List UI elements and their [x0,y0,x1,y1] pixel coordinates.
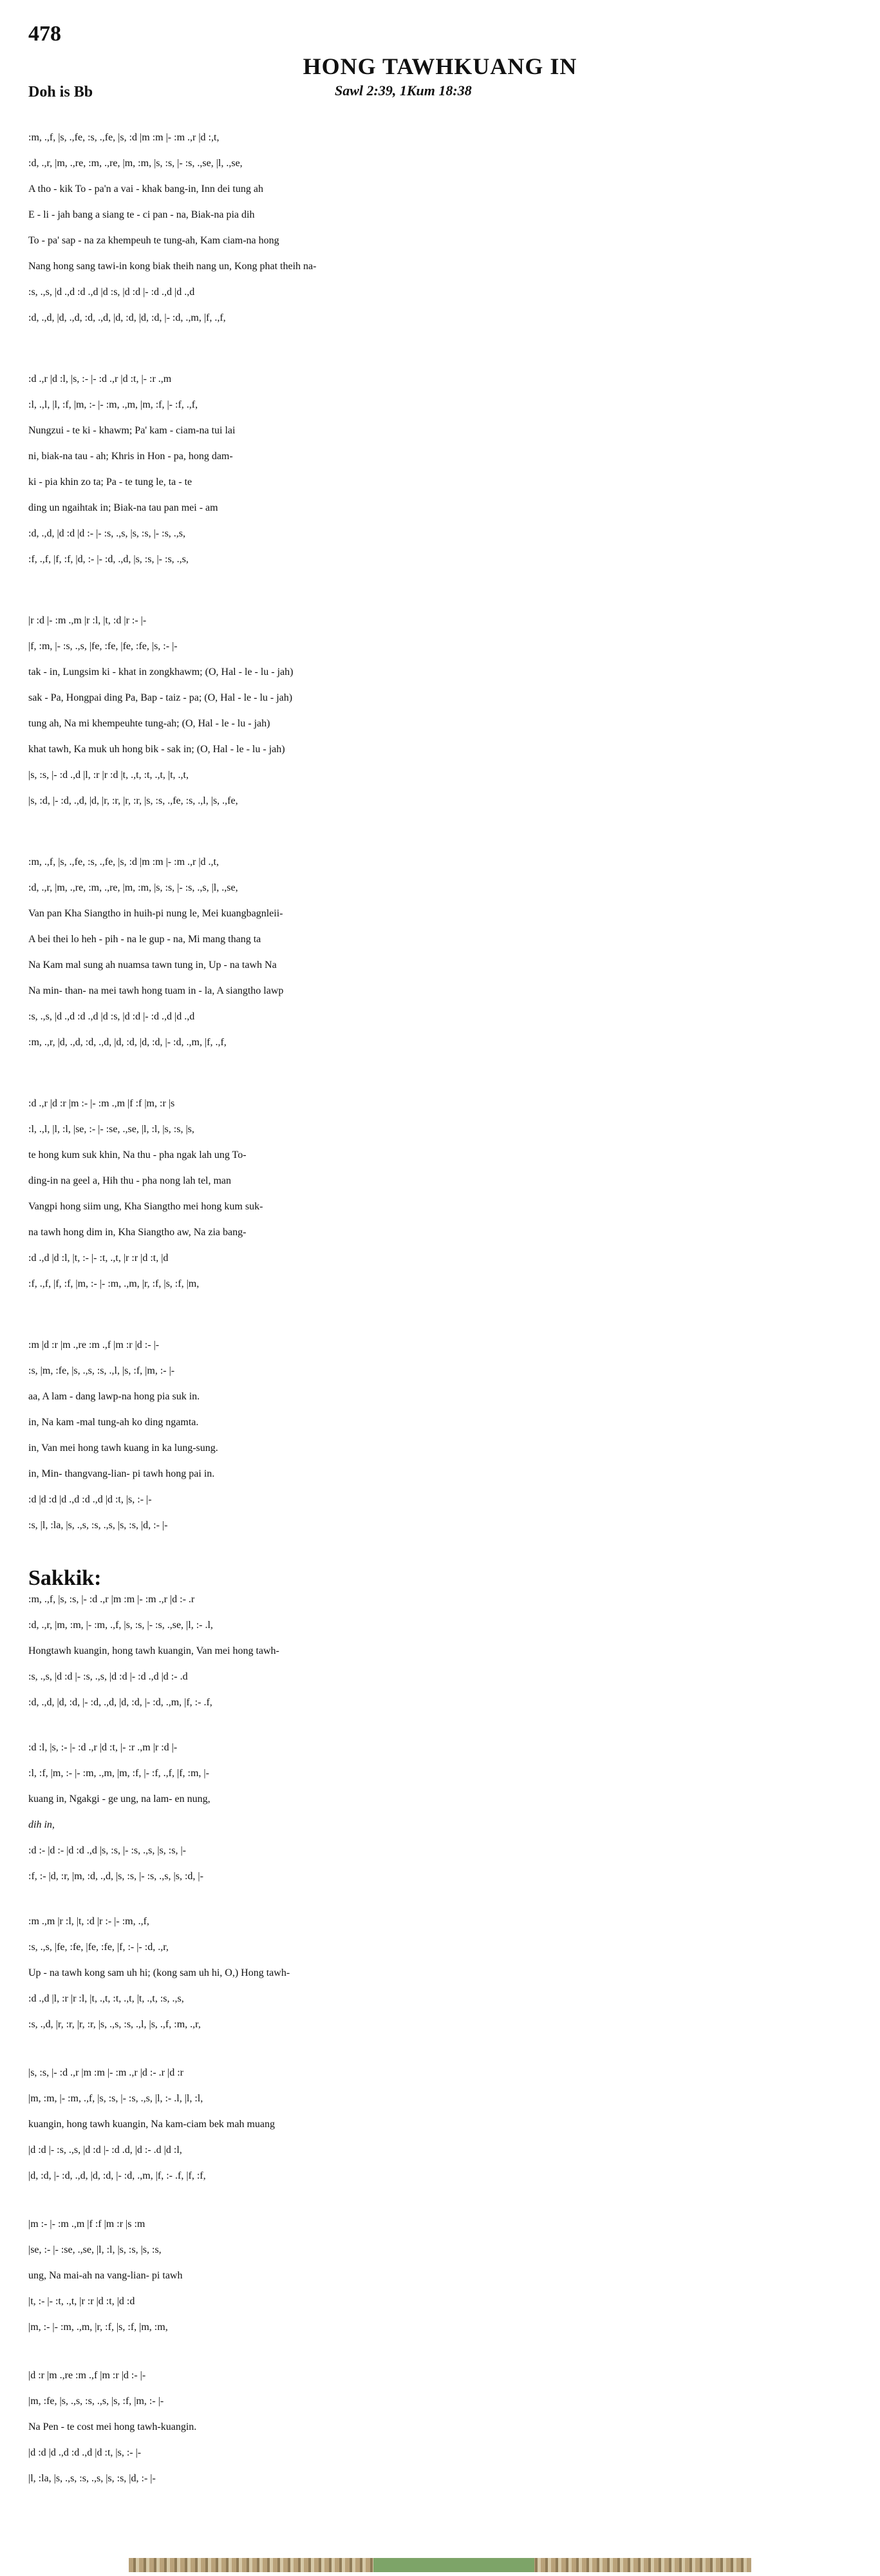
lyric-line: ki - pia khin zo ta; Pa - te tung le, ta - te [28,477,192,488]
lyric-line: kuang in, Ngakgi - ge ung, na lam- en nung, [28,1794,211,1804]
staff-line: :d, .,r, |m, .,re, :m, .,re, |m, :m, |s, :s, |- :s, .,se, |l, .,se, [28,158,243,169]
lyric-line: aa, A lam - dang lawp-na hong pia suk in. [28,1391,200,1402]
staff-line: |d, :d, |- :d, .,d, |d, :d, |- :d, .,m, |f, :- .f, |f, :f, [28,2170,206,2181]
staff-line: :m |d :r |m .,re :m .,f |m :r |d :- |- [28,1340,160,1350]
staff-line: :l, .,l, |l, :f, |m, :- |- :m, .,m, |m, :f, |- :f, .,f, [28,399,198,410]
staff-line: |s, :s, |- :d .,r |m :m |- :m .,r |d :- .r |d :r [28,2067,183,2078]
staff-line: :m, .,f, |s, .,fe, :s, .,fe, |s, :d |m :m |- :m .,r |d :,t, [28,132,220,143]
lyric-line: tung ah, Na mi khempeuhte tung-ah; (O, Hal - le - lu - jah) [28,718,270,729]
page-number: 478 [28,22,61,46]
staff-line: |m :- |- :m .,m |f :f |m :r |s :m [28,2219,145,2230]
verse-system-4 [28,857,859,1063]
staff-line: |m, :fe, |s, .,s, :s, .,s, |s, :f, |m, :- |- [28,2396,164,2407]
chorus-system-6 [28,2370,859,2499]
staff-line: |m, :m, |- :m, .,f, |s, :s, |- :s, .,s, |l, :- .l, |l, :l, [28,2093,203,2104]
lyric-line: in, Min- thangvang-lian- pi tawh hong pai in. [28,1468,215,1479]
chorus-system-1 [28,1594,859,1723]
lyric-line: Nang hong sang tawi-in kong biak theih nang un, Kong phat theih na- [28,261,317,272]
staff-line: |d :d |- :s, .,s, |d :d |- :d .d, |d :- .d |d :l, [28,2145,182,2155]
staff-line: :l, :f, |m, :- |- :m, .,m, |m, :f, |- :f, .,f, |f, :m, |- [28,1768,209,1779]
staff-line: |d :d |d .,d :d .,d |d :t, |s, :- |- [28,2447,142,2458]
staff-line: :d, .,d, |d, .,d, :d, .,d, |d, :d, |d, :d, |- :d, .,m, |f, .,f, [28,312,226,323]
staff-line: :d :l, |s, :- |- :d .,r |d :t, |- :r .,m |r :d |- [28,1742,178,1753]
verse-system-5 [28,1098,859,1304]
staff-line: :d .,d |l, :r |r :l, |t, .,t, :t, .,t, |t, .,t, :s, .,s, [28,1993,184,2004]
lyric-line: Van pan Kha Siangtho in huih-pi nung le, Mei kuangbagnleii- [28,908,283,919]
verse-system-3 [28,615,859,821]
lyric-line: Na Kam mal sung ah nuamsa tawn tung in, Up - na tawh Na [28,960,277,971]
staff-line: |f, :m, |- :s, .,s, |fe, :fe, |fe, :fe, |s, :- |- [28,641,178,652]
lyric-line: kuangin, hong tawh kuangin, Na kam-ciam bek mah muang [28,2119,276,2130]
chorus-system-4 [28,2067,859,2196]
lyric-line: khat tawh, Ka muk uh hong bik - sak in; (O, Hal - le - lu - jah) [28,744,285,755]
chorus-system-3 [28,1916,859,2045]
staff-line: |se, :- |- :se, .,se, |l, :l, |s, :s, |s, :s, [28,2244,162,2255]
staff-line: :s, .,s, |d .,d :d .,d |d :s, |d :d |- :d .,d |d .,d [28,1011,195,1022]
lyric-line: E - li - jah bang a siang te - ci pan - na, Biak-na pia dih [28,209,255,220]
staff-line: :d .,d |d :l, |t, :- |- :t, .,t, |r :r |d :t, |d [28,1253,169,1264]
staff-line: :s, .,s, |d :d |- :s, .,s, |d :d |- :d .,d |d :- .d [28,1671,188,1682]
staff-line: :f, :- |d, :r, |m, :d, .,d, |s, :s, |- :s, .,s, |s, :d, |- [28,1871,203,1882]
chorus-system-5 [28,2219,859,2347]
staff-line: :f, .,f, |f, :f, |m, :- |- :m, .,m, |r, :f, |s, :f, |m, [28,1278,200,1289]
lyric-line: ung, Na mai-ah na vang-lian- pi tawh [28,2270,183,2281]
staff-line: |t, :- |- :t, .,t, |r :r |d :t, |d :d [28,2296,135,2307]
staff-line: :d .,r |d :r |m :- |- :m .,m |f :f |m, :r |s [28,1098,175,1109]
lyric-line: ding-in na geel a, Hih thu - pha nong lah tel, man [28,1175,232,1186]
staff-line: :d .,r |d :l, |s, :- |- :d .,r |d :t, |- :r .,m [28,374,172,384]
staff-line: :s, .,s, |d .,d :d .,d |d :s, |d :d |- :d .,d |d .,d [28,287,195,298]
lyric-line: Vangpi hong siim ung, Kha Siangtho mei hong kum suk- [28,1201,263,1212]
lyric-line: Hongtawh kuangin, hong tawh kuangin, Van mei hong tawh- [28,1645,279,1656]
chorus-system-2 [28,1742,859,1897]
lyric-line: To - pa' sap - na za khempeuh te tung-ah, Kam ciam-na hong [28,235,279,246]
staff-line: :f, .,f, |f, :f, |d, :- |- :d, .,d, |s, :s, |- :s, .,s, [28,554,189,565]
lyric-line: ding un ngaihtak in; Biak-na tau pan mei - am [28,502,218,513]
lyric-line: A bei thei lo heh - pih - na le gup - na, Mi mang thang ta [28,934,261,945]
staff-line: :d, .,d, |d, :d, |- :d, .,d, |d, :d, |- :d, .,m, |f, :- .f, [28,1697,212,1708]
staff-line: |m, :- |- :m, .,m, |r, :f, |s, :f, |m, :m, [28,2322,168,2333]
lyric-line: na tawh hong dim in, Kha Siangtho aw, Na zia bang- [28,1227,247,1238]
lyric-line: in, Van mei hong tawh kuang in ka lung-sung. [28,1443,218,1454]
hymn-title: HONG TAWHKUANG IN [303,53,577,79]
staff-line: :d |d :d |d .,d :d .,d |d :t, |s, :- |- [28,1494,152,1505]
staff-line: |s, :s, |- :d .,d |l, :r |r :d |t, .,t, :t, .,t, |t, .,t, [28,770,189,781]
lyric-line: A tho - kik To - pa'n a vai - khak bang-in, Inn dei tung ah [28,184,263,194]
lyric-line: tak - in, Lungsim ki - khat in zongkhawm; (O, Hal - le - lu - jah) [28,667,294,677]
staff-line: :d, .,r, |m, :m, |- :m, .,f, |s, :s, |- :s, .,se, |l, :- .l, [28,1620,213,1631]
staff-line: |d :r |m .,re :m .,f |m :r |d :- |- [28,2370,146,2381]
staff-line: :s, .,s, |fe, :fe, |fe, :fe, |f, :- |- :d, .,r, [28,1942,169,1953]
staff-line: :s, |m, :fe, |s, .,s, :s, .,l, |s, :f, |m, :- |- [28,1365,175,1376]
staff-line: :m, .,f, |s, :s, |- :d .,r |m :m |- :m .,r |d :- .r [28,1594,195,1605]
staff-line: :m, .,r, |d, .,d, :d, .,d, |d, :d, |d, :d, |- :d, .,m, |f, .,f, [28,1037,227,1048]
staff-line: :d, .,d, |d :d |d :- |- :s, .,s, |s, :s, |- :s, .,s, [28,528,186,539]
verse-system-1 [28,132,859,338]
staff-line: :d, .,r, |m, .,re, :m, .,re, |m, :m, |s, :s, |- :s, .,s, |l, .,se, [28,882,238,893]
lyric-line: ni, biak-na tau - ah; Khris in Hon - pa, hong dam- [28,451,233,462]
staff-line: |s, :d, |- :d, .,d, |d, |r, :r, |r, :r, |s, :s, .,fe, :s, .,l, |s, .,fe, [28,795,238,806]
lyric-line: Na min- than- na mei tawh hong tuam in - la, A siangtho lawp [28,985,284,996]
staff-line: |l, :la, |s, .,s, :s, .,s, |s, :s, |d, :- |- [28,2473,156,2484]
key-signature: Doh is Bb [28,84,93,100]
decorative-footer-strip [129,2558,751,2572]
footer-strip-accent [373,2558,534,2572]
lyric-line: Up - na tawh kong sam uh hi; (kong sam uh hi, O,) Hong tawh- [28,1967,290,1978]
staff-line: :m .,m |r :l, |t, :d |r :- |- :m, .,f, [28,1916,149,1927]
lyric-line: sak - Pa, Hongpai ding Pa, Bap - taiz - pa; (O, Hal - le - lu - jah) [28,692,293,703]
verse-system-6 [28,1340,859,1546]
lyric-line: te hong kum suk khin, Na thu - pha ngak lah ung To- [28,1150,247,1160]
staff-line: :s, .,d, |r, :r, |r, :r, |s, .,s, :s, .,l, |s, .,f, :m, .,r, [28,2019,201,2030]
staff-line: |r :d |- :m .,m |r :l, |t, :d |r :- |- [28,615,147,626]
staff-line: :s, |l, :la, |s, .,s, :s, .,s, |s, :s, |d, :- |- [28,1520,168,1531]
lyric-line: Na Pen - te cost mei hong tawh-kuangin. [28,2421,197,2432]
staff-line: :m, .,f, |s, .,fe, :s, .,fe, |s, :d |m :m |- :m .,r |d .,t, [28,857,219,867]
scripture-references: Sawl 2:39, 1Kum 18:38 [335,82,472,99]
lyric-line: in, Na kam -mal tung-ah ko ding ngamta. [28,1417,199,1428]
lyric-line: Nungzui - te ki - khawm; Pa' kam - ciam-na tui lai [28,425,236,436]
lyric-line-alternate: dih in, [28,1819,55,1830]
chorus-label: Sakkik: [28,1566,102,1590]
staff-line: :l, .,l, |l, :l, |se, :- |- :se, .,se, |l, :l, |s, :s, |s, [28,1124,194,1135]
verse-system-2 [28,374,859,580]
staff-line: :d :- |d :- |d :d .,d |s, :s, |- :s, .,s, |s, :s, |- [28,1845,187,1856]
